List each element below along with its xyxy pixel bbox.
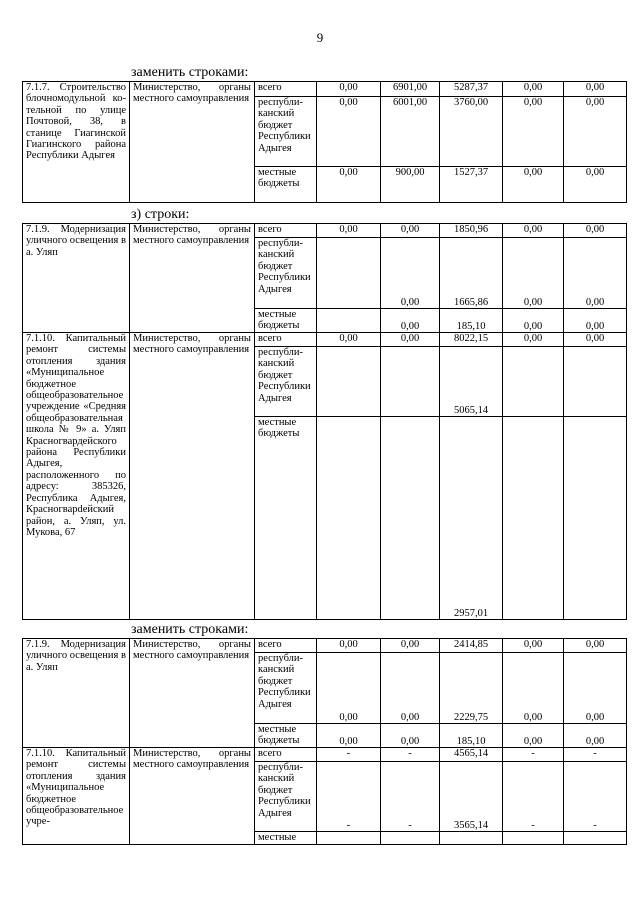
value-cell: 0,00 — [503, 224, 564, 238]
value-cell — [317, 238, 381, 309]
value-cell: 1527,37 — [440, 167, 503, 203]
value-cell: 0,00 — [317, 639, 381, 653]
value-cell: 2229,75 — [440, 653, 503, 724]
value-cell: - — [381, 762, 440, 832]
executor: Министерство, органы местного самоуправления — [130, 639, 255, 748]
value-cell: 0,00 — [503, 97, 564, 167]
value-cell — [317, 417, 381, 620]
value-cell: 0,00 — [381, 224, 440, 238]
measure-name: 7.1.9. Модернизация уличного освещения в а. Уляп — [23, 639, 130, 748]
value-cell: 0,00 — [503, 238, 564, 309]
value-cell: 1850,96 — [440, 224, 503, 238]
value-cell: 0,00 — [317, 653, 381, 724]
value-cell: 0,00 — [317, 333, 381, 347]
value-cell: 0,00 — [564, 333, 627, 347]
value-cell: 2957,01 — [440, 417, 503, 620]
value-cell: 0,00 — [564, 167, 627, 203]
value-cell: 0,00 — [503, 333, 564, 347]
executor: Министерство, органы местного самоуправления — [130, 224, 255, 333]
value-cell: 2414,85 — [440, 639, 503, 653]
value-cell: 0,00 — [381, 309, 440, 333]
value-cell: 0,00 — [381, 333, 440, 347]
value-cell: 3760,00 — [440, 97, 503, 167]
funding-source: местные бюджеты — [255, 417, 317, 620]
measure-name: 7.1.10. Капитальный ремонт системы отопления здания «Муниципальное бюджетное общеобразовательное учреждение «Средняя общеобразовательная школа № 9» а. Уляп Красногвардейского района Республики Адыгея, расположенного по адресу: 385326, Республика Адыгея, Красногварdейский район, а. Уляп, ул. Мукова, 67 — [23, 333, 130, 620]
value-cell: 0,00 — [564, 309, 627, 333]
value-cell — [317, 832, 381, 845]
value-cell: 5287,37 — [440, 82, 503, 97]
value-cell: - — [317, 762, 381, 832]
value-cell: - — [503, 748, 564, 762]
executor: Министерство, органы местного самоуправления — [130, 748, 255, 845]
value-cell: 0,00 — [564, 724, 627, 748]
funding-source: республиканский бюджет Республики Адыгея — [255, 762, 317, 832]
value-cell: 3565,14 — [440, 762, 503, 832]
funding-source: местные бюджеты — [255, 167, 317, 203]
funding-source: республиканский бюджет Республики Адыгея — [255, 347, 317, 417]
value-cell: 0,00 — [503, 82, 564, 97]
value-cell: 0,00 — [503, 653, 564, 724]
funding-source: местные бюджеты — [255, 724, 317, 748]
value-cell — [503, 417, 564, 620]
measure-name: 7.1.7. Строительство блочномодульной котельной по улице Почтовой, 38, в станице Гиагинской Гиагинского района Республики Адыгея — [23, 82, 130, 203]
funding-source: всего — [255, 224, 317, 238]
value-cell: 0,00 — [317, 224, 381, 238]
value-cell: 0,00 — [381, 653, 440, 724]
measure-name: 7.1.10. Капитальный ремонт системы отопления здания «Муниципальное бюджетное общеобразовательное учре- — [23, 748, 130, 845]
value-cell: 6001,00 — [381, 97, 440, 167]
value-cell: - — [317, 748, 381, 762]
value-cell — [317, 347, 381, 417]
value-cell — [381, 347, 440, 417]
value-cell — [317, 309, 381, 333]
funding-source: республиканский бюджет Республики Адыгея — [255, 238, 317, 309]
funding-source: местные — [255, 832, 317, 845]
funding-source: всего — [255, 639, 317, 653]
value-cell: 0,00 — [317, 82, 381, 97]
value-cell — [381, 832, 440, 845]
value-cell: 5065,14 — [440, 347, 503, 417]
value-cell: - — [381, 748, 440, 762]
value-cell: 0,00 — [381, 724, 440, 748]
measure-name: 7.1.9. Модернизация уличного освещения в а. Уляп — [23, 224, 130, 333]
value-cell — [381, 417, 440, 620]
value-cell: 0,00 — [317, 97, 381, 167]
page-number: 9 — [316, 30, 324, 45]
value-cell: 185,10 — [440, 309, 503, 333]
value-cell: 0,00 — [317, 167, 381, 203]
value-cell: 0,00 — [381, 238, 440, 309]
value-cell — [440, 832, 503, 845]
funding-source: всего — [255, 333, 317, 347]
value-cell: 0,00 — [317, 724, 381, 748]
value-cell — [564, 417, 627, 620]
value-cell — [503, 832, 564, 845]
value-cell: 4565,14 — [440, 748, 503, 762]
value-cell: 1665,86 — [440, 238, 503, 309]
funding-source: всего — [255, 82, 317, 97]
funding-source: республиканский бюджет Республики Адыгея — [255, 97, 317, 167]
value-cell: - — [564, 762, 627, 832]
budget-table-section-3 — [22, 638, 627, 845]
value-cell: - — [564, 748, 627, 762]
funding-source: всего — [255, 748, 317, 762]
value-cell: 8022,15 — [440, 333, 503, 347]
section-heading: заменить строками: — [131, 65, 249, 80]
value-cell: 0,00 — [381, 639, 440, 653]
value-cell — [564, 832, 627, 845]
budget-table-section-1 — [22, 81, 627, 203]
value-cell: 0,00 — [503, 167, 564, 203]
value-cell — [503, 347, 564, 417]
budget-table-section-2 — [22, 223, 627, 620]
value-cell: 0,00 — [503, 639, 564, 653]
section-heading: заменить строками: — [131, 622, 249, 637]
executor: Министерство, органы местного самоуправления — [130, 82, 255, 203]
executor: Министерство, органы местного самоуправления — [130, 333, 255, 620]
value-cell: 0,00 — [564, 82, 627, 97]
section-heading: з) строки: — [131, 207, 190, 222]
funding-source: местные бюджеты — [255, 309, 317, 333]
value-cell — [564, 347, 627, 417]
value-cell: 6901,00 — [381, 82, 440, 97]
value-cell: 0,00 — [564, 639, 627, 653]
value-cell: 185,10 — [440, 724, 503, 748]
value-cell: 0,00 — [564, 97, 627, 167]
funding-source: республиканский бюджет Республики Адыгея — [255, 653, 317, 724]
value-cell: 0,00 — [503, 309, 564, 333]
value-cell: 0,00 — [564, 238, 627, 309]
value-cell: - — [503, 762, 564, 832]
value-cell: 0,00 — [503, 724, 564, 748]
value-cell: 900,00 — [381, 167, 440, 203]
value-cell: 0,00 — [564, 224, 627, 238]
value-cell: 0,00 — [564, 653, 627, 724]
